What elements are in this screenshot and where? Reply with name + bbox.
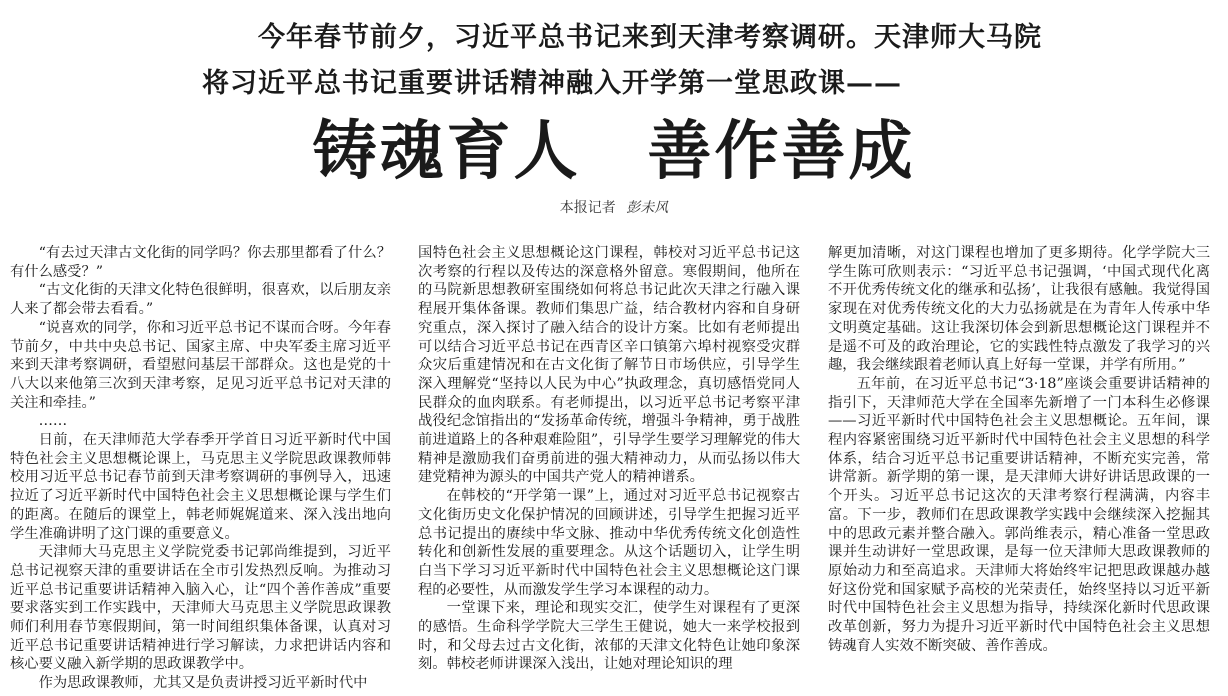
paragraph: “古文化街的天津文化特色很鲜明，很喜欢，以后朋友亲人来了都会带去看看。” — [10, 282, 391, 318]
paragraph: 天津师大马克思主义学院党委书记郭尚维提到，习近平总书记视察天津的重要讲话在全市引发热烈反响。为推动习近平总书记重要讲话精神入脑入心，让“四个善作善成”重要要求落实到工作实践中，天津师大马克思主义学院思政课教师们利用春节寒假期间，第一时间组织集体备课，认真对习近平总书记重要讲话精神进行学习解读，力求把讲话内容和核心要义融入新学期的思政课教学中。 — [10, 544, 391, 673]
kicker-line-2: 将习近平总书记重要讲话精神融入开学第一堂思政课—— — [202, 68, 902, 99]
kicker-line-1: 今年春节前夕，习近平总书记来到天津考察调研。天津师大马院 — [258, 22, 1042, 53]
article-column-1 — [10, 244, 391, 696]
paragraph: “说喜欢的同学，你和习近平总书记不谋而合呀。今年春节前夕，中共中央总书记、国家主席、中央军委主席习近平来到天津考察调研，看望慰问基层干部群众。这也是党的十八大以来他第三次到天津考察，足见习近平总书记对天津的关注和牵挂。” — [10, 319, 391, 411]
byline-label: 本报记者 — [559, 200, 616, 216]
paragraph: …… — [38, 413, 68, 430]
paragraph: 在韩校的“开学第一课”上，通过对习近平总书记视察古文化街历史文化保护情况的回顾讲述，引导学生把握习近平总书记提出的赓续中华文脉、推动中华优秀传统文化创造性转化和创新性发展的重要理念。从这个话题切入，让学生明白当下学习习近平新时代中国特色社会主义思想概论这门课程的必要性，从而激发学生学习本课程的动力。 — [418, 488, 800, 598]
byline — [0, 198, 1228, 218]
paragraph: 作为思政课教师，尤其又是负责讲授习近平新时代中 — [38, 675, 368, 692]
paragraph: 解更加清晰，对这门课程也增加了更多期待。化学学院大三学生陈可欣则表示：“习近平总书记强调，‘中国式现代化离不开优秀传统文化的继承和弘扬’，让我很有感触。我觉得国家现在对优秀传统文化的大力弘扬就是在为青年人传承中华文明奠定基础。这让我深切体会到新思想概论这门课程并不是遥不可及的政治理论，它的实践性特点激发了我学习的兴趣，我会继续跟着老师认真上好每一堂课，并学有所用。” — [828, 245, 1210, 374]
paragraph: 一堂课下来，理论和现实交汇，使学生对课程有了更深的感悟。生命科学学院大三学生王健说，她大一来学校报到时，和父母去过古文化街，浓郁的天津文化特色让她印象深刻。韩校老师讲课深入浅出，让她对理论知识的理 — [418, 600, 800, 673]
paragraph: 国特色社会主义思想概论这门课程，韩校对习近平总书记这次考察的行程以及传达的深意格外留意。寒假期间，他所在的马院新思想教研室围绕如何将总书记此次天津之行融入课程展开集体备课。教师们集思广益，结合教材内容和自身研究重点，深入探讨了融入结合的设计方案。比如有老师提出可以结合习近平总书记在西青区辛口镇第六埠村视察受灾群众灾后重建情况和在古文化街了解节日市场供应，引导学生深入理解党“坚持以人民为中心”执政理念，真切感悟党同人民群众的血肉联系。有老师提出，以习近平总书记考察平津战役纪念馆指出的“发扬革命传统，增强斗争精神，勇于战胜前进道路上的各种艰难险阻”，引导学生要学习理解党的伟大精神是激励我们奋勇前进的强大精神动力，从而弘扬以伟大建党精神为源头的中国共产党人的精神谱系。 — [418, 245, 800, 486]
paragraph: 五年前，在习近平总书记“3·18”座谈会重要讲话精神的指引下，天津师范大学在全国率先新增了一门本科生必修课——习近平新时代中国特色社会主义思想概论。五年间，课程内容紧密围绕习近平新时代中国特色社会主义思想的科学体系，结合习近平总书记重要讲话精神，不断充实完善，常讲常新。新学期的第一课，是天津师大讲好讲话思政课的一个开头。习近平总书记这次的天津考察行程满满，内容丰富。下一步，教师们在思政课教学实践中会继续深入挖掘其中的思政元素并整合融入。郭尚维表示，精心准备一堂思政课并生动讲好一堂思政课，是每一位天津师大思政课教师的原始动力和至高追求。天津师大将始终牢记把思政课越办越好这份党和国家赋予高校的光荣责任，始终坚持以习近平新时代中国特色社会主义思想为指导，持续深化新时代思政课改革创新，努力为提升习近平新时代中国特色社会主义思想铸魂育人实效不断突破、善作善成。 — [828, 375, 1210, 654]
paragraph: 日前，在天津师范大学春季开学首日习近平新时代中国特色社会主义思想概论课上，马克思主义学院思政课教师韩校用习近平总书记春节前到天津考察调研的事例导入，迅速拉近了习近平新时代中国特色社会主义思想概论课与学生们的距离。在随后的课堂上，韩老师娓娓道来、深入浅出地向学生准确讲明了这门课的重要意义。 — [10, 432, 391, 542]
paragraph: “有去过天津古文化街的同学吗？你去那里都看了什么？有什么感受？” — [10, 245, 391, 280]
article-column-3 — [828, 244, 1210, 696]
article-column-2 — [418, 244, 800, 696]
reporter-name: 彭未风 — [626, 200, 669, 216]
main-title: 铸魂育人 善作善成 — [312, 115, 916, 189]
